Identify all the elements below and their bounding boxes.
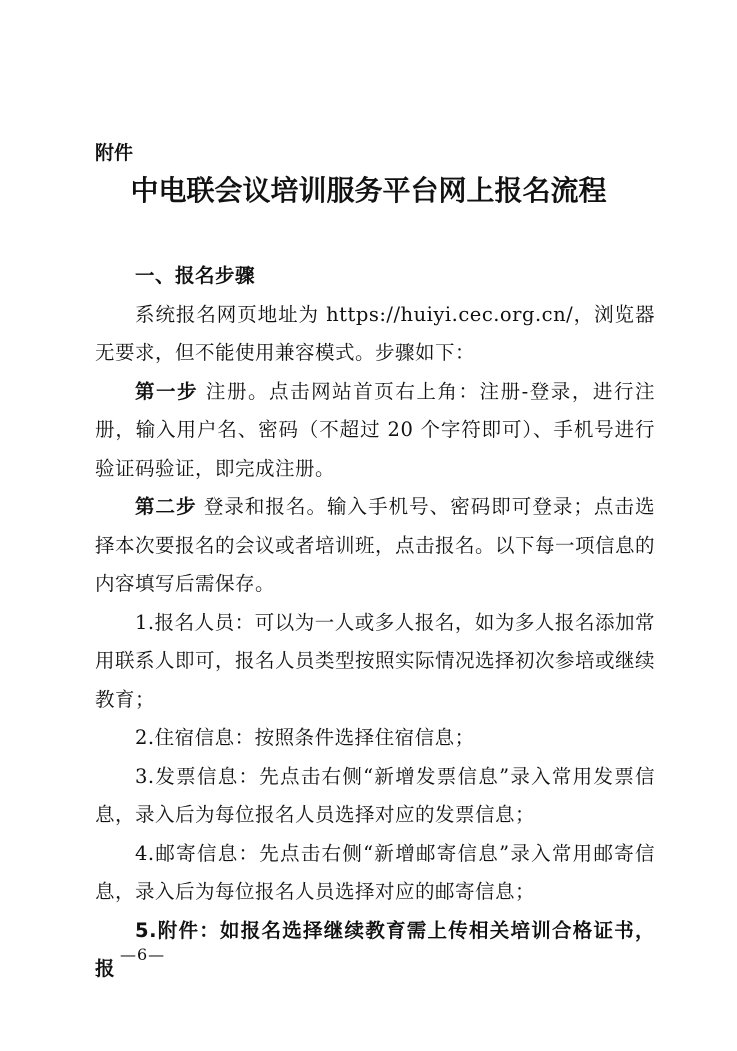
item-invoice: 3.发票信息：先点击右侧“新增发票信息”录入常用发票信息，录入后为每位报名人员选择对应的发票信息； <box>95 764 655 826</box>
item-accommodation: 2.住宿信息：按照条件选择住宿信息； <box>135 726 475 749</box>
section-heading: 一、报名步骤 <box>135 264 256 287</box>
step-1-paragraph <box>95 373 655 489</box>
intro-paragraph: 系统报名网页地址为 https://huiyi.cec.org.cn/，浏览器无要求，但不能使用兼容模式。步骤如下： <box>95 302 655 364</box>
page-number: —6— <box>120 945 166 964</box>
document-title: 中电联会议培训服务平台网上报名流程 <box>130 174 607 207</box>
step-1-label: 第一步 <box>135 379 199 403</box>
item-registrants: 1.报名人员：可以为一人或多人报名，如为多人报名添加常用联系人即可，报名人员类型按照实际情况选择初次参培或继续教育； <box>95 610 656 711</box>
item-mailing: 4.邮寄信息：先点击右侧“新增邮寄信息”录入常用邮寄信息，录入后为每位报名人员选择对应的邮寄信息； <box>95 841 655 903</box>
step-2-text: 登录和报名。输入手机号、密码即可登录；点击选择本次要报名的会议或者培训班，点击报名。以下每一项信息的内容填写后需保存。 <box>95 495 656 595</box>
step-2-paragraph <box>95 488 655 604</box>
step-1-text: 注册。点击网站首页右上角：注册-登录，进行注册，输入用户名、密码（不超过 20 个字符即可）、手机号进行验证码验证，即完成注册。 <box>95 379 655 480</box>
step-2-label: 第二步 <box>135 495 197 518</box>
document-body <box>95 257 655 989</box>
annex-label: 附件 <box>95 142 134 164</box>
item-attachment: 5.附件：如报名选择继续教育需上传相关培训合格证书，报 <box>95 918 655 980</box>
